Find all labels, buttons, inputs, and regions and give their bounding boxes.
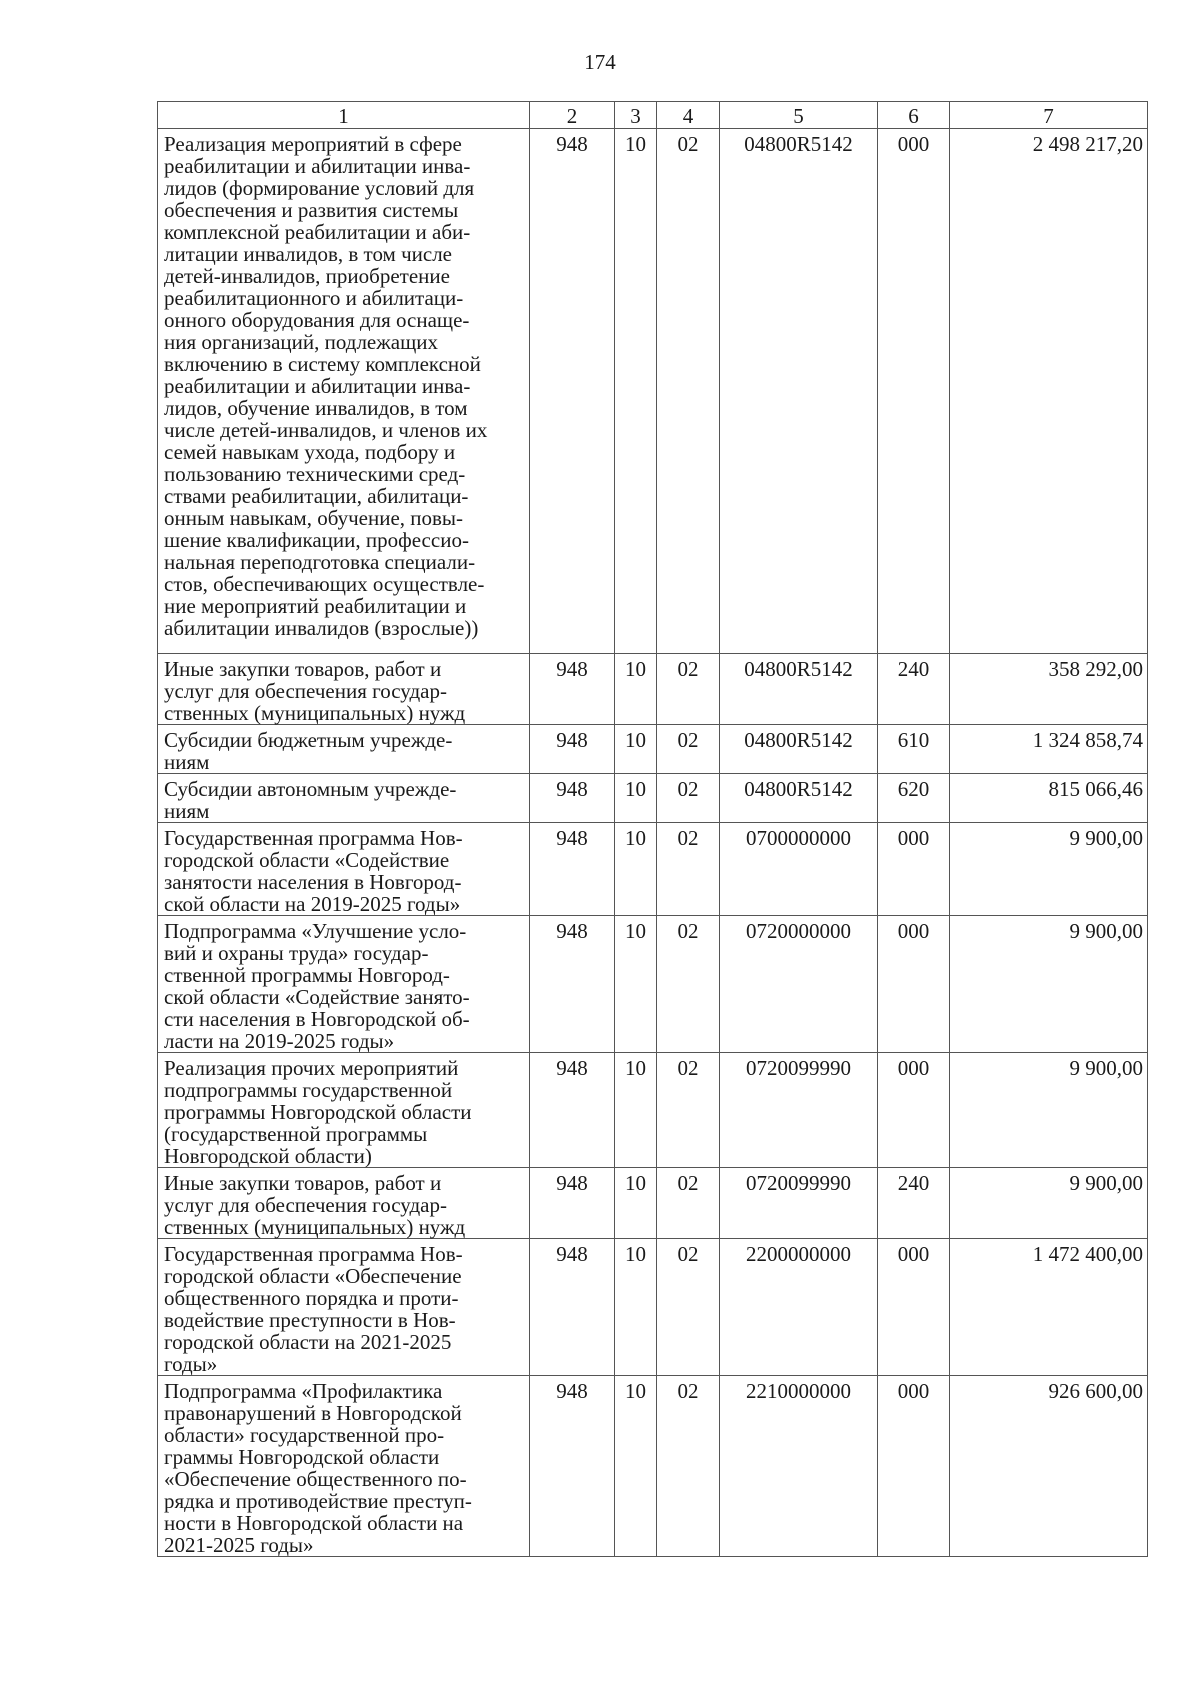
expense-type-cell: 000 [878,823,950,916]
table-row [158,916,1148,1053]
row-name-line: Реализация прочих мероприятий [164,1056,459,1080]
ministry-code-cell: 948 [530,1053,615,1168]
row-name-line: Субсидии автономным учрежде- [164,777,457,801]
row-name-line: обеспечения и развития системы [164,198,459,222]
target-code-cell: 0720099990 [720,1168,878,1239]
budget-table [157,101,1148,1557]
amount-cell: 9 900,00 [950,1168,1148,1239]
section-cell: 10 [615,1053,657,1168]
amount-cell: 9 900,00 [950,916,1148,1053]
row-name-cell [158,654,530,725]
row-name-line: услуг для обеспечения государ- [164,679,447,703]
row-name-line: Реализация мероприятий в сфере [164,132,462,156]
amount-cell: 815 066,46 [950,774,1148,823]
row-name-line: рядка и противодействие преступ- [164,1489,472,1513]
target-code-cell: 04800R5142 [720,774,878,823]
ministry-code-cell: 948 [530,774,615,823]
subsection-cell: 02 [657,1053,720,1168]
row-name-line: (государственной программы [164,1122,428,1146]
row-name-line: стов, обеспечивающих осуществле- [164,572,485,596]
row-name-cell [158,1376,530,1557]
row-name-line: Новгородской области) [164,1144,372,1168]
column-header: 3 [615,102,657,129]
ministry-code-cell: 948 [530,1168,615,1239]
row-name-line: комплексной реабилитации и аби- [164,220,471,244]
row-name-line: вий и охраны труда» государ- [164,941,429,965]
row-name-line: городской области на 2021-2025 [164,1330,452,1354]
table-row [158,1376,1148,1557]
section-cell: 10 [615,1239,657,1376]
row-name-line: Подпрограмма «Улучшение усло- [164,919,467,943]
row-name-line: Государственная программа Нов- [164,1242,463,1266]
section-cell: 10 [615,1168,657,1239]
page-number: 174 [584,50,616,74]
row-name-line: ственных (муниципальных) нужд [164,701,466,725]
row-name-cell [158,129,530,654]
column-header: 6 [878,102,950,129]
row-name-line: Субсидии бюджетным учрежде- [164,728,453,752]
row-name-line: Подпрограмма «Профилактика [164,1379,443,1403]
row-name-line: правонарушений в Новгородской [164,1401,462,1425]
table-row [158,1168,1148,1239]
section-cell: 10 [615,725,657,774]
expense-type-cell: 000 [878,916,950,1053]
row-name-cell [158,1239,530,1376]
ministry-code-cell: 948 [530,1239,615,1376]
column-header: 5 [720,102,878,129]
ministry-code-cell: 948 [530,823,615,916]
row-name-line: шение квалификации, профессио- [164,528,469,552]
row-name-line: граммы Новгородской области [164,1445,440,1469]
row-name-line: детей-инвалидов, приобретение [164,264,450,288]
subsection-cell: 02 [657,774,720,823]
row-name-cell [158,823,530,916]
subsection-cell: 02 [657,725,720,774]
row-name-line: программы Новгородской области [164,1100,472,1124]
ministry-code-cell: 948 [530,1376,615,1557]
row-name-line: Государственная программа Нов- [164,826,463,850]
ministry-code-cell: 948 [530,129,615,654]
amount-cell: 358 292,00 [950,654,1148,725]
table-row [158,654,1148,725]
table-row [158,725,1148,774]
subsection-cell: 02 [657,823,720,916]
subsection-cell: 02 [657,654,720,725]
target-code-cell: 04800R5142 [720,129,878,654]
row-name-line: ственных (муниципальных) нужд [164,1215,466,1239]
row-name-line: лидов, обучение инвалидов, в том [164,396,468,420]
expense-type-cell: 240 [878,1168,950,1239]
row-name-line: нальная переподготовка специали- [164,550,476,574]
row-name-cell [158,774,530,823]
section-cell: 10 [615,823,657,916]
row-name-line: реабилитации и абилитации инва- [164,374,471,398]
row-name-line: реабилитационного и абилитаци- [164,286,464,310]
table-row [158,129,1148,654]
row-name-line: городской области «Содействие [164,848,450,872]
amount-cell: 9 900,00 [950,823,1148,916]
target-code-cell: 0720099990 [720,1053,878,1168]
target-code-cell: 04800R5142 [720,725,878,774]
ministry-code-cell: 948 [530,725,615,774]
target-code-cell: 2210000000 [720,1376,878,1557]
row-name-line: «Обеспечение общественного по- [164,1467,467,1491]
row-name-line: включению в систему комплексной [164,352,481,376]
subsection-cell: 02 [657,1239,720,1376]
expense-type-cell: 000 [878,1376,950,1557]
row-name-line: числе детей-инвалидов, и членов их [164,418,488,442]
row-name-line: общественного порядка и проти- [164,1286,459,1310]
row-name-line: области» государственной про- [164,1423,445,1447]
amount-cell: 9 900,00 [950,1053,1148,1168]
subsection-cell: 02 [657,1168,720,1239]
table-row [158,1239,1148,1376]
amount-cell: 2 498 217,20 [950,129,1148,654]
row-name-line: занятости населения в Новгород- [164,870,462,894]
expense-type-cell: 000 [878,1053,950,1168]
expense-type-cell: 620 [878,774,950,823]
row-name-line: абилитации инвалидов (взрослые)) [164,616,479,640]
header-row [158,102,1148,129]
row-name-line: семей навыкам ухода, подбору и [164,440,456,464]
subsection-cell: 02 [657,129,720,654]
ministry-code-cell: 948 [530,916,615,1053]
row-name-line: водействие преступности в Нов- [164,1308,456,1332]
row-name-cell [158,1168,530,1239]
row-name-cell [158,916,530,1053]
row-name-line: 2021-2025 годы» [164,1533,314,1557]
row-name-line: ственной программы Новгород- [164,963,450,987]
row-name-line: лидов (формирование условий для [164,176,475,200]
subsection-cell: 02 [657,916,720,1053]
row-name-line: ниям [164,750,210,774]
amount-cell: 1 472 400,00 [950,1239,1148,1376]
target-code-cell: 2200000000 [720,1239,878,1376]
table-row [158,823,1148,916]
row-name-cell [158,725,530,774]
section-cell: 10 [615,916,657,1053]
row-name-line: реабилитации и абилитации инва- [164,154,471,178]
row-name-line: городской области «Обеспечение [164,1264,462,1288]
row-name-line: пользованию техническими сред- [164,462,466,486]
row-name-line: ние мероприятий реабилитации и [164,594,467,618]
row-name-line: ния организаций, подлежащих [164,330,438,354]
section-cell: 10 [615,774,657,823]
table-row [158,774,1148,823]
row-name-line: Иные закупки товаров, работ и [164,1171,442,1195]
section-cell: 10 [615,129,657,654]
row-name-line: подпрограммы государственной [164,1078,453,1102]
row-name-line: годы» [164,1352,218,1376]
table-row [158,1053,1148,1168]
section-cell: 10 [615,654,657,725]
row-name-line: сти населения в Новгородской об- [164,1007,470,1031]
row-name-line: ской области на 2019-2025 годы» [164,892,461,916]
target-code-cell: 0700000000 [720,823,878,916]
table-body [158,102,1148,1557]
row-name-line: ниям [164,799,210,823]
row-name-line: ности в Новгородской области на [164,1511,464,1535]
row-name-line: Иные закупки товаров, работ и [164,657,442,681]
expense-type-cell: 000 [878,1239,950,1376]
expense-type-cell: 610 [878,725,950,774]
row-name-line: ствами реабилитации, абилитаци- [164,484,469,508]
target-code-cell: 0720000000 [720,916,878,1053]
column-header: 7 [950,102,1148,129]
column-header: 2 [530,102,615,129]
row-name-line: онным навыкам, обучение, повы- [164,506,464,530]
row-name-line: литации инвалидов, в том числе [164,242,453,266]
subsection-cell: 02 [657,1376,720,1557]
target-code-cell: 04800R5142 [720,654,878,725]
column-header: 1 [158,102,530,129]
column-header: 4 [657,102,720,129]
row-name-line: ласти на 2019-2025 годы» [164,1029,395,1053]
row-name-line: онного оборудования для оснаще- [164,308,470,332]
expense-type-cell: 000 [878,129,950,654]
amount-cell: 1 324 858,74 [950,725,1148,774]
amount-cell: 926 600,00 [950,1376,1148,1557]
row-name-line: ской области «Содействие занято- [164,985,470,1009]
row-name-line: услуг для обеспечения государ- [164,1193,447,1217]
section-cell: 10 [615,1376,657,1557]
ministry-code-cell: 948 [530,654,615,725]
expense-type-cell: 240 [878,654,950,725]
row-name-cell [158,1053,530,1168]
